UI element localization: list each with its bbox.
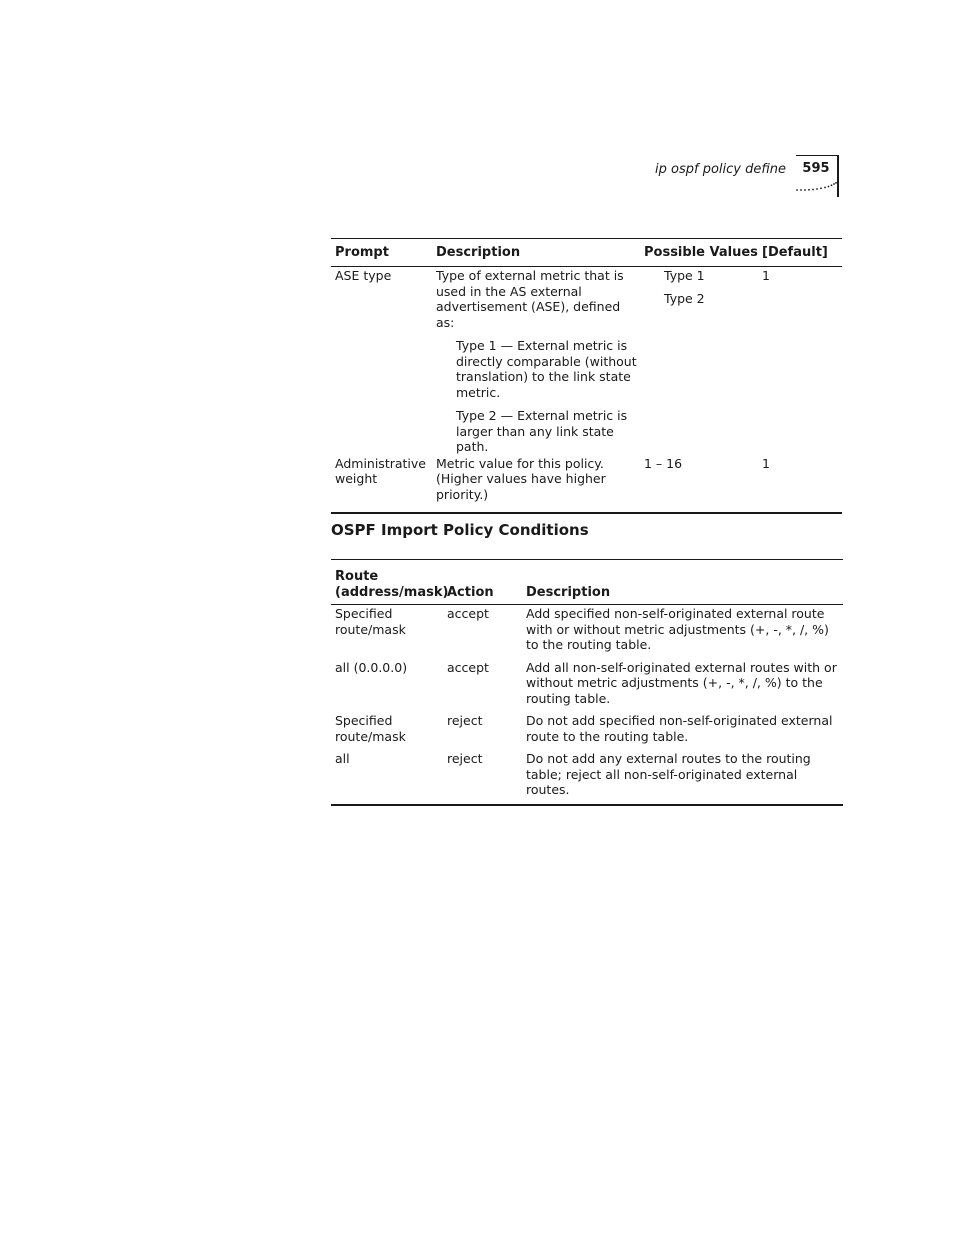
description-cell <box>432 267 640 455</box>
values-cell <box>640 267 758 455</box>
values-cell <box>640 455 758 513</box>
import-policy-table <box>331 559 843 806</box>
table-header-row <box>331 560 843 605</box>
dotted-curve-icon <box>795 182 837 192</box>
description-cell: Do not add any external routes to the routing table; reject all non-self-originated external routes. <box>526 751 811 797</box>
possible-value: Type 2 <box>664 291 705 306</box>
running-header-title: ip ospf policy define <box>655 162 786 177</box>
section-heading: OSPF Import Policy Conditions <box>331 521 589 539</box>
table-row <box>331 712 843 750</box>
route-cell: Specified route/mask <box>335 713 406 744</box>
default-cell: 1 <box>762 268 770 283</box>
description-cell: Do not add specified non-self-originated external route to the routing table. <box>526 713 833 744</box>
action-cell: accept <box>447 606 489 621</box>
page-tab-top-rule <box>796 155 839 156</box>
column-header: Action <box>443 560 522 605</box>
table-header-row <box>331 239 842 267</box>
sub-item: Type 1 — External metric is directly comparable (without translation) to the link state metric. <box>456 338 637 400</box>
page-number: 595 <box>802 161 830 176</box>
description-text: Type of external metric that is used in the AS external advertisement (ASE), defined as: <box>436 268 624 330</box>
route-cell: all <box>335 751 350 766</box>
table-row <box>331 455 842 513</box>
action-cell: reject <box>447 751 483 766</box>
possible-value: Type 1 <box>664 268 705 283</box>
table-row <box>331 750 843 805</box>
route-cell: Specified route/mask <box>335 606 406 637</box>
prompt-cell: Administrative weight <box>335 455 426 486</box>
prompt-cell: ASE type <box>335 268 392 283</box>
table-row <box>331 659 843 713</box>
column-header: Route (address/mask) <box>331 560 443 605</box>
action-cell: accept <box>447 659 489 675</box>
action-cell: reject <box>447 713 483 728</box>
description-cell: Add specified non-self-originated external route with or without metric adjustments (+, -, *, /, %) to the routing table. <box>526 606 829 652</box>
sub-item: Type 2 — External metric is larger than any link state path. <box>456 408 628 454</box>
parameters-table <box>331 238 842 514</box>
possible-value: 1 – 16 <box>644 455 683 471</box>
route-cell: all (0.0.0.0) <box>335 659 408 675</box>
default-cell: 1 <box>762 455 770 471</box>
column-header: Prompt <box>331 239 432 267</box>
column-header: [Default] <box>758 239 842 267</box>
table-row <box>331 267 842 455</box>
column-header: Possible Values <box>640 239 758 267</box>
description-cell: Metric value for this policy. (Higher values have higher priority.) <box>436 455 606 502</box>
description-cell: Add all non-self-originated external routes with or without metric adjustments (+, -, *, /, %) to the routing table. <box>526 659 837 706</box>
column-header: Description <box>432 239 640 267</box>
page-tab-side-rule <box>837 155 839 197</box>
table-row <box>331 605 843 659</box>
column-header: Description <box>522 560 843 605</box>
